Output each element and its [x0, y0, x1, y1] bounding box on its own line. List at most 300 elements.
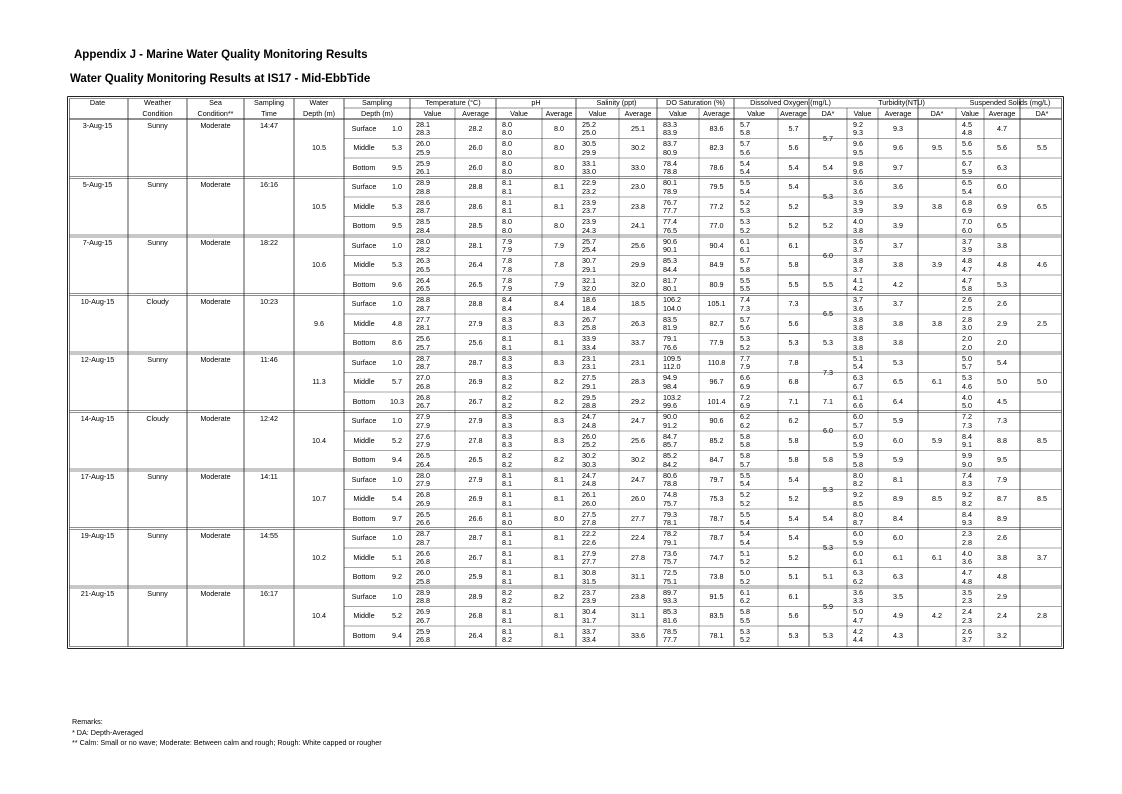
- value-reading-1: 24.7: [582, 412, 596, 421]
- level-depth: 9.7: [392, 513, 402, 523]
- value-reading-1: 30.4: [582, 607, 596, 616]
- value-reading-1: 90.0: [663, 412, 677, 421]
- value-reading-2: 5.7: [853, 420, 863, 430]
- header-average: Average: [780, 109, 807, 118]
- value-reading-1: 27.0: [416, 373, 430, 382]
- header-param: Turbidity(NTU): [878, 98, 925, 107]
- header-param: Dissolved Oxygen (mg/L): [750, 98, 831, 107]
- level-name: Surface: [351, 299, 377, 309]
- level-depth: 9.5: [392, 162, 402, 172]
- value-reading-1: 80.1: [663, 178, 677, 187]
- value-reading-1: 6.7: [962, 158, 972, 168]
- value-reading-1: 76.7: [663, 197, 677, 207]
- value-reading-2: 25.9: [416, 147, 430, 157]
- value-average: 26.9: [468, 377, 483, 387]
- value-reading-2: 5.2: [740, 635, 750, 644]
- row-ss-da: 2.8: [1037, 611, 1047, 621]
- value-reading-2: 7.9: [502, 245, 512, 254]
- value-average: 6.5: [997, 221, 1007, 231]
- value-average: 26.4: [468, 260, 483, 270]
- value-reading-1: 28.0: [416, 236, 430, 246]
- value-reading-2: 2.3: [962, 596, 972, 605]
- row-do-da: 5.3: [823, 484, 833, 494]
- row-do-da: 5.9: [823, 601, 833, 611]
- value-average: 8.2: [554, 591, 564, 601]
- value-reading-2: 6.9: [962, 206, 972, 215]
- value-reading-2: 26.8: [416, 635, 430, 644]
- value-average: 5.4: [788, 474, 799, 484]
- value-average: 8.1: [554, 201, 564, 211]
- value-reading-1: 8.1: [502, 626, 512, 636]
- value-reading-2: 24.8: [582, 420, 596, 430]
- value-reading-1: 7.0: [962, 217, 972, 226]
- row-date: 17-Aug-15: [80, 472, 115, 481]
- value-reading-1: 25.7: [582, 236, 596, 246]
- value-average: 90.6: [709, 416, 724, 426]
- value-reading-1: 9.2: [853, 490, 863, 499]
- value-reading-2: 5.8: [740, 128, 750, 137]
- row-weather: Cloudy: [146, 296, 169, 306]
- value-average: 25.1: [631, 123, 645, 133]
- value-reading-2: 75.7: [663, 557, 677, 566]
- value-reading-2: 26.4: [416, 459, 430, 469]
- value-reading-1: 8.1: [502, 178, 512, 187]
- row-time: 16:16: [260, 179, 278, 189]
- value-reading-2: 93.3: [663, 596, 677, 605]
- value-average: 6.1: [893, 552, 903, 562]
- row-weather: Sunny: [147, 238, 168, 247]
- level-name: Middle: [353, 435, 375, 445]
- value-reading-2: 3.6: [853, 186, 863, 196]
- value-average: 5.2: [788, 201, 799, 211]
- row-time: 14:55: [260, 530, 278, 540]
- row-do-da-bottom: 5.8: [823, 455, 833, 465]
- value-average: 8.2: [554, 455, 564, 465]
- value-reading-2: 5.4: [740, 479, 750, 488]
- value-reading-1: 3.8: [853, 334, 863, 343]
- value-reading-2: 8.5: [853, 498, 863, 508]
- value-average: 25.9: [468, 572, 483, 582]
- row-date: 12-Aug-15: [80, 355, 115, 364]
- value-average: 83.5: [709, 611, 724, 621]
- row-weather: Cloudy: [146, 413, 169, 423]
- header-param: DO Saturation (%): [666, 98, 725, 107]
- value-reading-1: 7.4: [962, 470, 972, 480]
- value-average: 6.0: [893, 435, 903, 445]
- value-reading-2: 9.5: [853, 147, 863, 157]
- header-value: Value: [510, 109, 528, 118]
- value-reading-2: 80.9: [663, 147, 677, 157]
- value-average: 3.8: [893, 338, 903, 348]
- value-average: 5.6: [788, 611, 799, 621]
- value-reading-2: 7.9: [502, 284, 512, 293]
- value-reading-2: 29.1: [582, 381, 596, 391]
- value-reading-1: 28.8: [416, 295, 430, 304]
- value-reading-2: 27.7: [582, 557, 596, 566]
- value-reading-1: 6.1: [740, 236, 750, 246]
- value-average: 2.9: [997, 591, 1007, 601]
- row-do-da-bottom: 5.2: [823, 221, 833, 231]
- row-ss-da: 6.5: [1037, 201, 1047, 211]
- level-name: Bottom: [352, 338, 376, 348]
- value-reading-1: 5.7: [740, 314, 750, 324]
- value-reading-1: 4.7: [962, 568, 972, 577]
- value-average: 8.1: [554, 572, 564, 582]
- row-weather: Sunny: [147, 530, 168, 540]
- value-reading-2: 26.8: [416, 381, 430, 391]
- value-reading-1: 8.0: [502, 139, 512, 148]
- value-reading-1: 26.7: [582, 314, 596, 324]
- row-sea: Moderate: [200, 355, 231, 364]
- value-reading-2: 8.2: [962, 498, 972, 508]
- value-reading-2: 33.4: [582, 342, 596, 352]
- value-reading-1: 2.6: [962, 626, 972, 636]
- value-reading-2: 26.5: [416, 284, 430, 293]
- value-reading-2: 23.1: [582, 362, 596, 371]
- value-reading-2: 29.1: [582, 264, 596, 274]
- value-average: 30.2: [631, 143, 645, 153]
- row-ss-da: 5.0: [1037, 377, 1047, 387]
- level-depth: 1.0: [392, 123, 402, 133]
- header-param: Salinity (ppt): [596, 98, 637, 107]
- value-average: 31.1: [631, 572, 645, 582]
- value-reading-2: 5.9: [853, 537, 863, 547]
- header-value: Value: [853, 109, 872, 118]
- level-name: Middle: [353, 143, 375, 153]
- value-reading-1: 33.7: [582, 626, 596, 636]
- value-reading-2: 6.0: [962, 225, 972, 235]
- value-average: 8.1: [554, 182, 564, 192]
- row-do-da: 6.0: [823, 250, 833, 260]
- value-reading-2: 75.7: [663, 498, 677, 508]
- row-water-depth: 11.3: [312, 377, 326, 387]
- level-name: Surface: [351, 591, 377, 601]
- value-reading-2: 33.0: [582, 167, 596, 176]
- level-depth: 5.1: [392, 552, 402, 562]
- value-reading-2: 84.4: [663, 264, 677, 274]
- value-reading-1: 2.6: [962, 295, 972, 304]
- value-reading-1: 23.7: [582, 587, 596, 597]
- value-reading-2: 79.1: [663, 537, 677, 547]
- appendix-title: Appendix J - Marine Water Quality Monitoring Results: [74, 49, 368, 61]
- value-reading-2: 25.8: [582, 323, 596, 332]
- value-average: 2.6: [997, 533, 1007, 543]
- value-average: 32.0: [631, 279, 645, 289]
- value-reading-1: 78.2: [663, 529, 677, 538]
- row-sea: Moderate: [200, 413, 231, 423]
- value-reading-2: 80.1: [663, 284, 677, 293]
- row-turbidity-da: 8.5: [932, 494, 942, 504]
- value-average: 79.5: [709, 182, 724, 192]
- row-date: 10-Aug-15: [80, 296, 115, 306]
- row-turbidity-da: 5.9: [932, 435, 942, 445]
- value-reading-1: 5.0: [853, 607, 863, 616]
- value-reading-1: 5.5: [740, 275, 750, 285]
- value-reading-1: 8.0: [502, 217, 512, 226]
- value-average: 80.9: [709, 279, 724, 289]
- row-do-da-bottom: 5.1: [823, 572, 833, 582]
- value-reading-1: 9.8: [853, 158, 863, 168]
- value-reading-1: 26.5: [416, 509, 430, 519]
- value-reading-2: 24.8: [582, 479, 596, 488]
- value-reading-2: 3.6: [962, 557, 972, 566]
- level-depth: 10.3: [390, 396, 404, 406]
- value-reading-1: 5.5: [740, 509, 750, 519]
- value-reading-1: 3.5: [962, 587, 972, 597]
- row-water-depth: 10.4: [312, 435, 326, 445]
- value-reading-1: 25.9: [416, 158, 430, 168]
- value-reading-2: 8.3: [502, 420, 512, 430]
- level-name: Surface: [351, 240, 377, 250]
- row-sea: Moderate: [200, 238, 231, 247]
- header-param: Temperature (°C): [425, 98, 481, 107]
- value-reading-2: 112.0: [663, 362, 681, 371]
- row-ss-da: 8.5: [1037, 494, 1047, 504]
- value-reading-2: 26.1: [416, 167, 430, 176]
- value-reading-2: 6.2: [853, 576, 863, 586]
- value-average: 9.5: [997, 455, 1007, 465]
- value-average: 5.0: [997, 377, 1007, 387]
- value-reading-1: 5.3: [740, 626, 750, 636]
- header-sampling-sub: Time: [261, 109, 277, 118]
- value-reading-2: 33.4: [582, 635, 596, 644]
- value-reading-2: 5.4: [740, 167, 750, 176]
- value-reading-1: 30.7: [582, 256, 596, 265]
- level-name: Bottom: [352, 221, 376, 231]
- value-reading-1: 6.0: [853, 431, 863, 441]
- row-do-da-bottom: 5.3: [823, 630, 833, 640]
- value-reading-2: 6.1: [853, 557, 863, 566]
- value-reading-1: 8.0: [502, 158, 512, 168]
- value-average: 3.2: [997, 630, 1007, 640]
- value-average: 84.9: [709, 260, 724, 270]
- value-reading-2: 84.2: [663, 459, 677, 469]
- level-name: Surface: [351, 416, 377, 426]
- row-do-da-bottom: 5.4: [823, 513, 833, 523]
- value-average: 26.0: [468, 162, 483, 172]
- value-reading-1: 8.3: [502, 314, 512, 324]
- value-reading-1: 9.2: [853, 119, 863, 129]
- level-depth: 5.2: [392, 435, 402, 445]
- row-do-da: 5.7: [823, 133, 833, 143]
- value-average: 5.6: [788, 143, 799, 153]
- level-depth: 1.0: [392, 299, 402, 309]
- value-reading-1: 33.1: [582, 158, 596, 168]
- value-average: 4.9: [893, 611, 903, 621]
- value-reading-1: 7.7: [740, 353, 750, 363]
- value-reading-2: 26.9: [416, 498, 430, 508]
- level-name: Middle: [353, 201, 375, 211]
- header-average: Average: [462, 109, 489, 118]
- value-reading-2: 8.1: [502, 186, 512, 196]
- row-date: 3-Aug-15: [82, 121, 113, 130]
- value-reading-1: 26.0: [582, 431, 596, 441]
- value-average: 9.6: [893, 143, 903, 153]
- value-reading-2: 6.2: [740, 420, 750, 430]
- value-reading-1: 2.8: [962, 314, 972, 324]
- value-reading-2: 5.2: [740, 342, 750, 352]
- value-average: 8.0: [554, 513, 564, 523]
- value-average: 3.8: [893, 318, 903, 328]
- value-average: 8.3: [554, 435, 564, 445]
- row-turbidity-da: 6.1: [932, 377, 942, 387]
- value-reading-2: 78.1: [663, 518, 677, 527]
- value-reading-2: 5.3: [740, 206, 750, 215]
- row-weather: Sunny: [147, 121, 168, 130]
- value-reading-1: 85.3: [663, 256, 677, 265]
- value-reading-2: 27.8: [582, 518, 596, 527]
- value-average: 8.7: [997, 494, 1007, 504]
- header-date: Date: [89, 98, 106, 107]
- level-name: Surface: [351, 123, 377, 133]
- value-reading-1: 6.1: [853, 392, 863, 402]
- row-do-da: 7.3: [823, 367, 833, 377]
- value-average: 2.9: [997, 318, 1007, 328]
- value-reading-1: 5.9: [853, 451, 863, 460]
- header-sampling-depth-sub: Depth (m): [361, 109, 393, 118]
- value-reading-2: 5.4: [853, 362, 863, 371]
- value-reading-1: 8.1: [502, 334, 512, 343]
- value-reading-2: 8.2: [502, 635, 512, 644]
- header-param: Suspended Solids (mg/L): [969, 98, 1051, 107]
- value-reading-1: 6.3: [853, 568, 863, 577]
- value-reading-1: 8.3: [502, 431, 512, 441]
- header-weather: Weather: [143, 98, 172, 107]
- value-average: 7.8: [788, 357, 799, 367]
- value-reading-1: 90.6: [663, 236, 677, 246]
- value-average: 6.1: [788, 591, 799, 601]
- row-do-da-bottom: 7.1: [823, 396, 833, 406]
- value-reading-2: 6.1: [740, 245, 750, 254]
- row-water-depth: 10.6: [312, 260, 326, 270]
- header-value: Value: [669, 109, 687, 118]
- row-weather: Sunny: [147, 589, 168, 598]
- value-average: 3.9: [893, 221, 903, 231]
- value-reading-1: 4.2: [853, 626, 863, 636]
- value-reading-2: 85.7: [663, 440, 677, 449]
- value-average: 79.7: [709, 474, 724, 484]
- value-reading-1: 5.7: [740, 256, 750, 265]
- value-reading-2: 27.9: [416, 420, 430, 430]
- value-reading-1: 3.7: [853, 295, 863, 304]
- value-reading-2: 31.5: [582, 576, 596, 586]
- value-average: 82.7: [709, 318, 724, 328]
- table-title: Water Quality Monitoring Results at IS17 - Mid-EbbTide: [70, 73, 371, 85]
- value-average: 26.3: [631, 318, 645, 328]
- value-reading-2: 4.8: [962, 576, 972, 586]
- level-depth: 1.0: [392, 357, 402, 367]
- row-date: 7-Aug-15: [82, 238, 113, 247]
- value-average: 5.9: [893, 455, 903, 465]
- value-reading-1: 5.7: [740, 119, 750, 129]
- value-reading-2: 83.9: [663, 128, 677, 137]
- value-reading-1: 79.3: [663, 509, 677, 519]
- value-average: 18.5: [631, 299, 645, 309]
- value-average: 7.9: [554, 279, 564, 289]
- value-average: 5.2: [788, 494, 799, 504]
- row-ss-da: 2.5: [1037, 318, 1047, 328]
- value-reading-2: 5.5: [740, 284, 750, 293]
- value-reading-1: 22.2: [582, 529, 596, 538]
- value-reading-1: 5.2: [740, 490, 750, 499]
- value-reading-2: 8.0: [502, 225, 512, 235]
- value-reading-2: 30.3: [582, 459, 596, 469]
- value-average: 24.7: [631, 416, 645, 426]
- value-reading-1: 6.8: [962, 197, 972, 207]
- value-reading-1: 9.2: [962, 490, 972, 499]
- value-reading-1: 5.8: [740, 451, 750, 460]
- level-depth: 9.6: [392, 279, 402, 289]
- value-average: 6.2: [788, 416, 799, 426]
- header-average: Average: [988, 109, 1016, 118]
- value-reading-1: 81.7: [663, 275, 677, 285]
- value-reading-2: 5.7: [962, 362, 972, 371]
- value-reading-1: 3.9: [853, 197, 863, 207]
- value-reading-1: 27.9: [416, 412, 430, 421]
- value-average: 8.8: [997, 435, 1007, 445]
- row-do-da-bottom: 5.3: [823, 338, 833, 348]
- value-reading-2: 27.9: [416, 479, 430, 488]
- value-average: 5.3: [788, 630, 799, 640]
- value-reading-1: 26.8: [416, 392, 430, 402]
- value-reading-2: 76.6: [663, 342, 677, 352]
- value-reading-1: 30.8: [582, 568, 596, 577]
- value-average: 5.2: [788, 552, 799, 562]
- value-reading-2: 2.8: [962, 537, 972, 547]
- value-reading-1: 29.5: [582, 392, 596, 402]
- value-reading-1: 78.5: [663, 626, 677, 636]
- level-name: Bottom: [352, 455, 376, 465]
- value-reading-1: 26.8: [416, 490, 430, 499]
- value-reading-2: 81.6: [663, 615, 677, 625]
- remarks: [72, 717, 382, 749]
- value-reading-2: 78.8: [663, 167, 677, 176]
- value-average: 28.6: [468, 201, 483, 211]
- remark-da: * DA: Depth-Averaged: [72, 727, 143, 737]
- value-reading-2: 26.6: [416, 518, 430, 527]
- value-average: 8.1: [893, 474, 903, 484]
- value-average: 4.5: [997, 396, 1007, 406]
- level-name: Surface: [351, 474, 377, 484]
- header-value: Value: [588, 109, 607, 118]
- level-depth: 9.2: [392, 572, 402, 582]
- value-average: 8.1: [554, 338, 564, 348]
- value-reading-1: 3.6: [853, 178, 863, 187]
- value-average: 6.4: [893, 396, 903, 406]
- value-reading-1: 72.5: [663, 568, 677, 577]
- value-reading-1: 27.6: [416, 431, 430, 441]
- value-average: 7.3: [997, 416, 1007, 426]
- value-reading-1: 8.1: [502, 568, 512, 577]
- value-reading-2: 3.7: [962, 635, 972, 644]
- value-average: 8.1: [554, 630, 564, 640]
- row-turbidity-da: 3.9: [932, 260, 942, 270]
- value-reading-1: 5.0: [740, 568, 750, 577]
- value-average: 6.9: [997, 201, 1007, 211]
- value-reading-1: 103.2: [663, 392, 681, 402]
- value-reading-1: 27.9: [582, 548, 596, 558]
- value-average: 77.2: [709, 201, 724, 211]
- row-time: 14:11: [260, 472, 278, 481]
- row-time: 10:23: [260, 296, 278, 306]
- value-average: 28.5: [468, 221, 483, 231]
- value-reading-2: 4.6: [962, 381, 972, 391]
- row-sea: Moderate: [200, 472, 231, 481]
- level-depth: 1.0: [392, 474, 402, 484]
- value-average: 28.7: [468, 533, 483, 543]
- level-name: Middle: [353, 611, 375, 621]
- value-average: 5.4: [997, 357, 1007, 367]
